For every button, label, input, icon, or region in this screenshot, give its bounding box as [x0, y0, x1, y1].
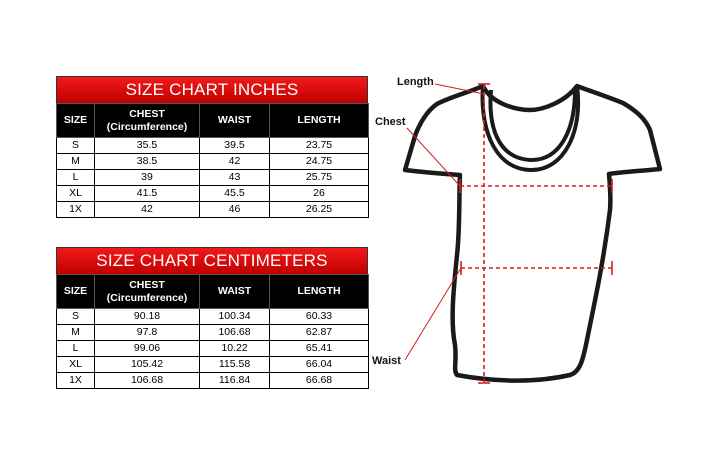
cell-chest: 39	[95, 170, 200, 186]
inches-table	[56, 103, 369, 218]
cell-length: 62.87	[270, 325, 369, 341]
chest-leader-line	[407, 128, 460, 186]
cell-chest: 42	[95, 202, 200, 218]
cell-size: XL	[57, 357, 95, 373]
tshirt-outline	[405, 86, 660, 381]
cell-length: 24.75	[270, 154, 369, 170]
cell-waist: 39.5	[200, 138, 270, 154]
cell-length: 66.04	[270, 357, 369, 373]
cell-chest: 90.18	[95, 309, 200, 325]
centimeters-chart-title: SIZE CHART CENTIMETERS	[56, 247, 368, 274]
header-size: SIZE	[57, 104, 95, 138]
tshirt-illustration	[365, 70, 675, 390]
cell-length: 66.68	[270, 373, 369, 389]
cell-waist: 43	[200, 170, 270, 186]
header-size: SIZE	[57, 275, 95, 309]
cell-chest: 97.8	[95, 325, 200, 341]
cell-length: 26	[270, 186, 369, 202]
chest-label: Chest	[375, 116, 406, 128]
header-chest-sublabel: (Circumference)	[106, 120, 188, 133]
table-row	[57, 186, 369, 202]
cell-chest: 105.42	[95, 357, 200, 373]
header-chest	[95, 275, 200, 309]
cell-size: XL	[57, 186, 95, 202]
cell-waist: 42	[200, 154, 270, 170]
cell-waist: 100.34	[200, 309, 270, 325]
cell-length: 26.25	[270, 202, 369, 218]
header-length: LENGTH	[270, 275, 369, 309]
header-waist: WAIST	[200, 104, 270, 138]
cell-size: M	[57, 325, 95, 341]
cell-length: 23.75	[270, 138, 369, 154]
cell-waist: 116.84	[200, 373, 270, 389]
cell-chest: 106.68	[95, 373, 200, 389]
length-label: Length	[397, 76, 434, 88]
table-row	[57, 309, 369, 325]
table-row	[57, 138, 369, 154]
cell-chest: 38.5	[95, 154, 200, 170]
cell-chest: 99.06	[95, 341, 200, 357]
table-header-row	[57, 104, 369, 138]
cell-size: S	[57, 138, 95, 154]
header-chest-label: CHEST	[129, 107, 165, 120]
table-row	[57, 154, 369, 170]
table-row	[57, 325, 369, 341]
size-chart-centimeters	[56, 247, 368, 389]
header-chest	[95, 104, 200, 138]
inches-chart-title: SIZE CHART INCHES	[56, 76, 368, 103]
cell-size: S	[57, 309, 95, 325]
header-length: LENGTH	[270, 104, 369, 138]
cell-length: 60.33	[270, 309, 369, 325]
cell-chest: 41.5	[95, 186, 200, 202]
cell-size: 1X	[57, 202, 95, 218]
cell-waist: 45.5	[200, 186, 270, 202]
table-header-row	[57, 275, 369, 309]
cell-waist: 46	[200, 202, 270, 218]
header-waist: WAIST	[200, 275, 270, 309]
size-chart-inches	[56, 76, 368, 218]
table-row	[57, 170, 369, 186]
cell-waist: 106.68	[200, 325, 270, 341]
cell-waist: 115.58	[200, 357, 270, 373]
table-row	[57, 341, 369, 357]
centimeters-table	[56, 274, 369, 389]
table-row	[57, 373, 369, 389]
cell-chest: 35.5	[95, 138, 200, 154]
cell-size: M	[57, 154, 95, 170]
tshirt-measurement-diagram	[365, 70, 675, 390]
cell-length: 65.41	[270, 341, 369, 357]
cell-size: L	[57, 341, 95, 357]
cell-size: 1X	[57, 373, 95, 389]
waist-label: Waist	[372, 355, 401, 367]
header-chest-sublabel: (Circumference)	[106, 291, 188, 304]
table-row	[57, 202, 369, 218]
cell-length: 25.75	[270, 170, 369, 186]
header-chest-label: CHEST	[129, 278, 165, 291]
table-row	[57, 357, 369, 373]
cell-waist: 10.22	[200, 341, 270, 357]
cell-size: L	[57, 170, 95, 186]
